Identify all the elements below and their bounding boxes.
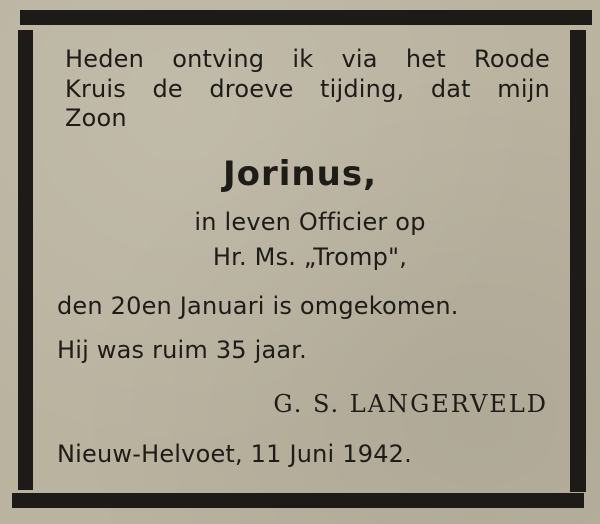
border-top-rule (20, 10, 592, 25)
role-line-2: Hr. Ms. „Tromp", (212, 243, 408, 271)
intro-line-1: Heden ontving ik via het Roode (65, 45, 550, 73)
place-and-date: Nieuw-Helvoet, 11 Juni 1942. (57, 440, 412, 468)
border-bottom-rule (12, 493, 584, 508)
intro-line-3: Zoon (65, 104, 127, 132)
age-line: Hij was ruim 35 jaar. (57, 336, 307, 364)
signature: G. S. LANGERVELD (273, 390, 548, 418)
border-left-rule (18, 30, 33, 490)
deceased-name: Jorinus, (223, 154, 377, 194)
death-date-line: den 20en Januari is omgekomen. (57, 292, 459, 320)
intro-line-2: Kruis de droeve tijding, dat mijn (65, 75, 550, 103)
role-line-1: in leven Officier op (194, 208, 426, 236)
